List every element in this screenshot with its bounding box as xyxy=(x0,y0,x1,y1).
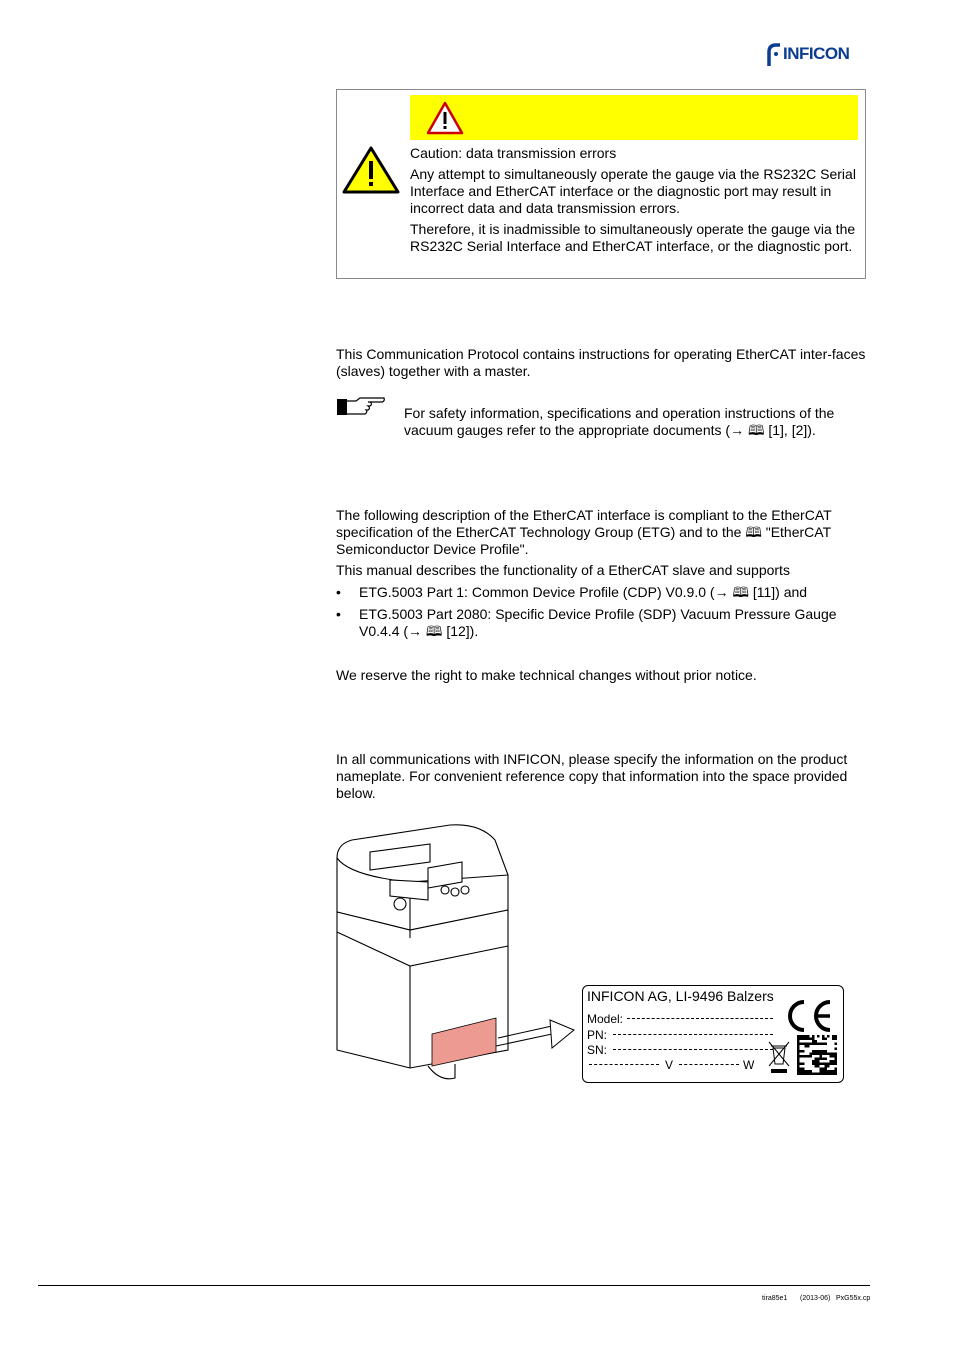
caution-title: Caution: data transmission errors xyxy=(410,145,617,161)
caution-paragraph-2: Therefore, it is inadmissible to simultaneously operate the gauge via the RS232C Serial Interface and EtherCAT interface, or the diagnostic port. xyxy=(410,221,856,254)
caution-paragraph-1: Any attempt to simultaneously operate the gauge via the RS232C Serial Interface and EtherCAT interface or the diagnostic port may result in incorrect data and data transmission errors. xyxy=(410,166,856,216)
warning-small-icon xyxy=(426,101,464,135)
changes-paragraph: We reserve the right to make technical changes without prior notice. xyxy=(336,667,757,683)
warning-large-icon xyxy=(342,145,400,195)
pointing-hand-icon xyxy=(336,396,386,418)
w-label: W xyxy=(743,1058,755,1072)
datamatrix-code-icon xyxy=(797,1035,837,1075)
bullet-icon: • xyxy=(336,606,341,622)
voltage-power-field xyxy=(587,1058,767,1072)
v-label: V xyxy=(665,1058,674,1072)
pn-blank xyxy=(613,1034,773,1035)
pn-label: PN: xyxy=(587,1028,608,1042)
footer-date: (2013-06) xyxy=(800,1295,831,1302)
sn-field xyxy=(587,1043,777,1057)
intro-paragraph: This Communication Protocol contains instructions for operating EtherCAT inter-faces (slaves) together with a master. xyxy=(336,346,866,379)
model-label: Model: xyxy=(587,1012,624,1026)
scope-paragraph-2: This manual describes the functionality of a EtherCAT slave and supports xyxy=(336,562,790,578)
model-field xyxy=(587,1012,777,1026)
footer-file: PxG55x.cp xyxy=(836,1295,871,1302)
list-item xyxy=(336,606,866,642)
model-blank xyxy=(627,1018,773,1019)
list-item-text: ETG.5003 Part 2080: Specific Device Profile (SDP) Vacuum Pressure Gauge V0.4.4 (→ 🕮 [12]). xyxy=(359,606,837,639)
pn-field xyxy=(587,1028,777,1042)
footer-rule xyxy=(38,1285,870,1286)
ce-mark-icon xyxy=(784,996,836,1036)
list-item xyxy=(336,584,866,604)
footer-doc-number: tira85e1 xyxy=(762,1295,788,1302)
caution-banner xyxy=(410,95,858,140)
voltage-blank xyxy=(589,1064,659,1065)
logo-text: INFICON xyxy=(783,44,850,63)
gauge-device-drawing xyxy=(330,820,580,1090)
weee-bin-icon xyxy=(767,1040,791,1074)
inficon-logo xyxy=(766,42,870,68)
inficon-logo-mark-icon xyxy=(766,42,782,68)
sn-label: SN: xyxy=(587,1043,608,1057)
scope-paragraph-1: The following description of the EtherCAT interface is compliant to the EtherCAT specification of the EtherCAT Technology Group (ETG) and to the 🕮 "EtherCAT Semiconductor Device Profile". xyxy=(336,507,832,557)
power-blank xyxy=(679,1064,739,1065)
safety-note: For safety information, specifications and operation instructions of the vacuum gauges refer to the appropriate documents (→ 🕮 [1], [2]). xyxy=(404,405,835,438)
sn-blank xyxy=(613,1049,773,1050)
nameplate-title: INFICON AG, LI-9496 Balzers xyxy=(587,988,774,1004)
nameplate-intro: In all communications with INFICON, please specify the information on the product nameplate. For convenient reference copy that information into the space provided below. xyxy=(336,751,848,801)
list-item-text: ETG.5003 Part 1: Common Device Profile (CDP) V0.9.0 (→ 🕮 [11]) and xyxy=(359,584,808,600)
bullet-icon: • xyxy=(336,584,341,600)
